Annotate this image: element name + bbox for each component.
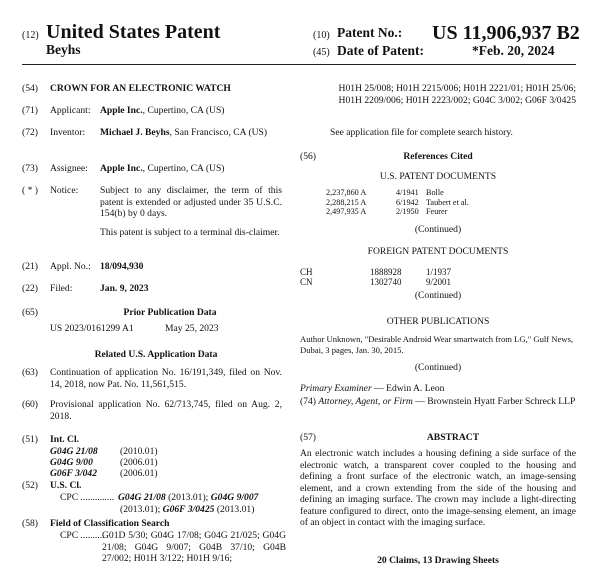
cpc-class-b: G04G 9/007 [210, 492, 259, 503]
int-cl-row [50, 457, 158, 468]
primary-examiner [300, 383, 444, 395]
filed-label: Filed: [50, 283, 73, 294]
prior-pub-number: US 2023/0161299 A1 [50, 323, 134, 334]
int-cl-list [50, 446, 158, 479]
inventor-location: , San Francisco, CA (US) [169, 127, 268, 138]
foreign-doc-country: CN [300, 277, 313, 287]
abstract-code: (57) [300, 432, 316, 443]
related-app-heading: Related U.S. Application Data [94, 349, 218, 360]
us-doc-name: Feurer [426, 207, 448, 217]
inventor-value [100, 127, 282, 139]
header-rule [22, 64, 576, 65]
us-doc-number: 2,497,935 A [326, 207, 367, 217]
see-application-file: See application file for complete search history. [330, 127, 513, 138]
field-search-label: Field of Classification Search [50, 518, 170, 529]
int-cl-version: (2006.01) [120, 468, 158, 479]
applicant-name: Apple Inc. [100, 105, 143, 116]
inventor-short-name: Beyhs [46, 42, 81, 57]
field-cpc-label: CPC .......... [60, 530, 105, 541]
primary-examiner-label: Primary Examiner [300, 383, 372, 394]
foreign-doc-date: 9/2001 [426, 277, 452, 287]
date-label: Date of Patent: [337, 43, 424, 58]
foreign-doc-country: CH [300, 267, 313, 277]
continuation-code: (63) [22, 367, 38, 378]
int-cl-class: G04G 21/08 [50, 446, 98, 457]
appl-no-label: Appl. No.: [50, 261, 91, 272]
notice-label: Notice: [50, 185, 79, 196]
us-cl-code: (52) [22, 480, 38, 491]
cpc-class-a-ver: (2013.01); [165, 492, 211, 503]
assignee-value [100, 163, 282, 175]
foreign-doc-row [300, 267, 451, 277]
assignee-code: (73) [22, 163, 38, 174]
foreign-patent-docs-table [300, 267, 451, 287]
filed-code: (22) [22, 283, 38, 294]
foreign-doc-number: 1302740 [370, 277, 402, 287]
patent-number: US 11,906,937 B2 [432, 22, 580, 44]
other-publications-text: Author Unknown, "Desirable Android Wear smartwatch from LG," Gulf News, Dubai, 3 pages, Jan. 30, 2015. [300, 334, 573, 355]
us-doc-row [326, 207, 469, 217]
date-code: (45) [313, 47, 330, 58]
cpc-class-c-ver: (2013.01) [214, 503, 255, 515]
foreign-doc-date: 1/1937 [426, 267, 452, 277]
foreign-patent-docs-heading: FOREIGN PATENT DOCUMENTS [367, 246, 509, 257]
attorney-code: (74) [300, 396, 316, 407]
prior-pub-heading: Prior Publication Data [123, 307, 217, 318]
int-cl-code: (51) [22, 434, 38, 445]
applicant-label: Applicant: [50, 105, 91, 116]
cpc-classes [118, 492, 286, 515]
kind-code: (12) [22, 30, 39, 41]
terminal-disclaimer-text: This patent is subject to a terminal dis-claimer. [100, 227, 280, 238]
int-cl-class: G06F 3/042 [50, 468, 97, 479]
title-code: (54) [22, 83, 38, 94]
applicant-location: , Cupertino, CA (US) [142, 105, 225, 116]
us-docs-continued: (Continued) [414, 224, 462, 235]
patent-no-code: (10) [313, 30, 330, 41]
claims-summary: 20 Claims, 13 Drawing Sheets [377, 555, 499, 566]
int-cl-row [50, 446, 158, 457]
other-pubs-continued: (Continued) [414, 362, 462, 373]
filed-date: Jan. 9, 2023 [100, 283, 149, 294]
us-patent-docs-table [326, 188, 469, 217]
applicant-value [100, 105, 282, 117]
us-cl-label: U.S. Cl. [50, 480, 82, 491]
document-title: United States Patent [46, 21, 221, 43]
us-doc-row [326, 188, 469, 198]
field-search-continued: H01H 25/008; H01H 2215/006; H01H 2221/01; H01H 25/06; H01H 2209/006; H01H 2223/002; G04C 3/002; G06F 3/0425 [338, 83, 576, 106]
us-patent-docs-heading: U.S. PATENT DOCUMENTS [379, 171, 497, 182]
attorney-name: — Brownstein Hyatt Farber Schreck LLP [412, 396, 576, 407]
appl-no-value: 18/094,930 [100, 261, 144, 272]
us-doc-date: 2/1950 [396, 207, 419, 217]
prior-pub-code: (65) [22, 307, 38, 318]
us-doc-number: 2,237,860 A [326, 188, 367, 197]
notice-text: Subject to any disclaimer, the term of this patent is extended or adjusted under 35 U.S.C. 154(b) by 0 days. [100, 185, 282, 219]
int-cl-class: G04G 9/00 [50, 457, 93, 468]
foreign-docs-continued: (Continued) [414, 290, 462, 301]
invention-title: CROWN FOR AN ELECTRONIC WATCH [50, 83, 231, 94]
applicant-code: (71) [22, 105, 38, 116]
appl-no-code: (21) [22, 261, 38, 272]
inventor-code: (72) [22, 127, 38, 138]
int-cl-row [50, 468, 158, 479]
patent-no-label: Patent No.: [337, 25, 403, 40]
field-search-text: G01D 5/30; G04G 17/08; G04G 21/025; G04G 21/08; G04G 9/007; G04B 37/10; G04B 27/002; H01H 3/122; H01H 9/16; [102, 530, 286, 564]
assignee-name: Apple Inc. [100, 163, 143, 174]
attorney-label: Attorney, Agent, or Firm [318, 396, 413, 407]
int-cl-version: (2010.01) [120, 446, 158, 457]
provisional-text: Provisional application No. 62/713,745, filed on Aug. 2, 2018. [50, 399, 282, 422]
notice-code: ( * ) [22, 185, 38, 196]
us-doc-date: 6/1942 [396, 197, 419, 207]
prior-pub-date: May 25, 2023 [165, 323, 219, 334]
references-code: (56) [300, 151, 316, 162]
inventor-label: Inventor: [50, 127, 86, 138]
us-doc-number: 2,288,215 A [326, 197, 367, 207]
foreign-doc-row [300, 277, 451, 287]
cpc-label: CPC .............. [60, 492, 115, 503]
references-heading: References Cited [403, 151, 473, 162]
cpc-class-a: G04G 21/08 [118, 492, 166, 503]
cpc-class-c: G06F 3/0425 [162, 503, 215, 515]
foreign-doc-number: 1888928 [370, 267, 402, 277]
assignee-location: , Cupertino, CA (US) [142, 163, 225, 174]
us-doc-name: Bolle [426, 188, 444, 197]
us-doc-name: Taubert et al. [426, 197, 469, 207]
attorney-agent [300, 396, 576, 408]
assignee-label: Assignee: [50, 163, 88, 174]
continuation-text: Continuation of application No. 16/191,349, filed on Nov. 14, 2018, now Pat. No. 11,561,515. [50, 367, 282, 390]
cpc-class-b-ver: (2013.01); [120, 503, 163, 515]
us-doc-date: 4/1941 [396, 188, 419, 197]
field-search-code: (58) [22, 518, 38, 529]
us-doc-row [326, 198, 469, 208]
abstract-text: An electronic watch includes a housing defining a side surface of the electronic watch, a transparent cover coupled to the housing and defining a front surface of the electronic watch, an image-sensing element, and a crown extending from the side of the housing and defining an imaging surface. The crown may include a light-directing feature configured to direct, onto the image-sensing element, an image of an object in contact with the imaging surface. [300, 448, 576, 528]
inventor-name: Michael J. Beyhs [100, 127, 170, 138]
provisional-code: (60) [22, 399, 38, 410]
abstract-heading: ABSTRACT [426, 432, 480, 443]
primary-examiner-name: — Edwin A. Leon [371, 383, 445, 394]
patent-date: *Feb. 20, 2024 [472, 43, 555, 58]
int-cl-label: Int. Cl. [50, 434, 80, 445]
int-cl-version: (2006.01) [120, 457, 158, 468]
other-publications-heading: OTHER PUBLICATIONS [386, 316, 490, 327]
